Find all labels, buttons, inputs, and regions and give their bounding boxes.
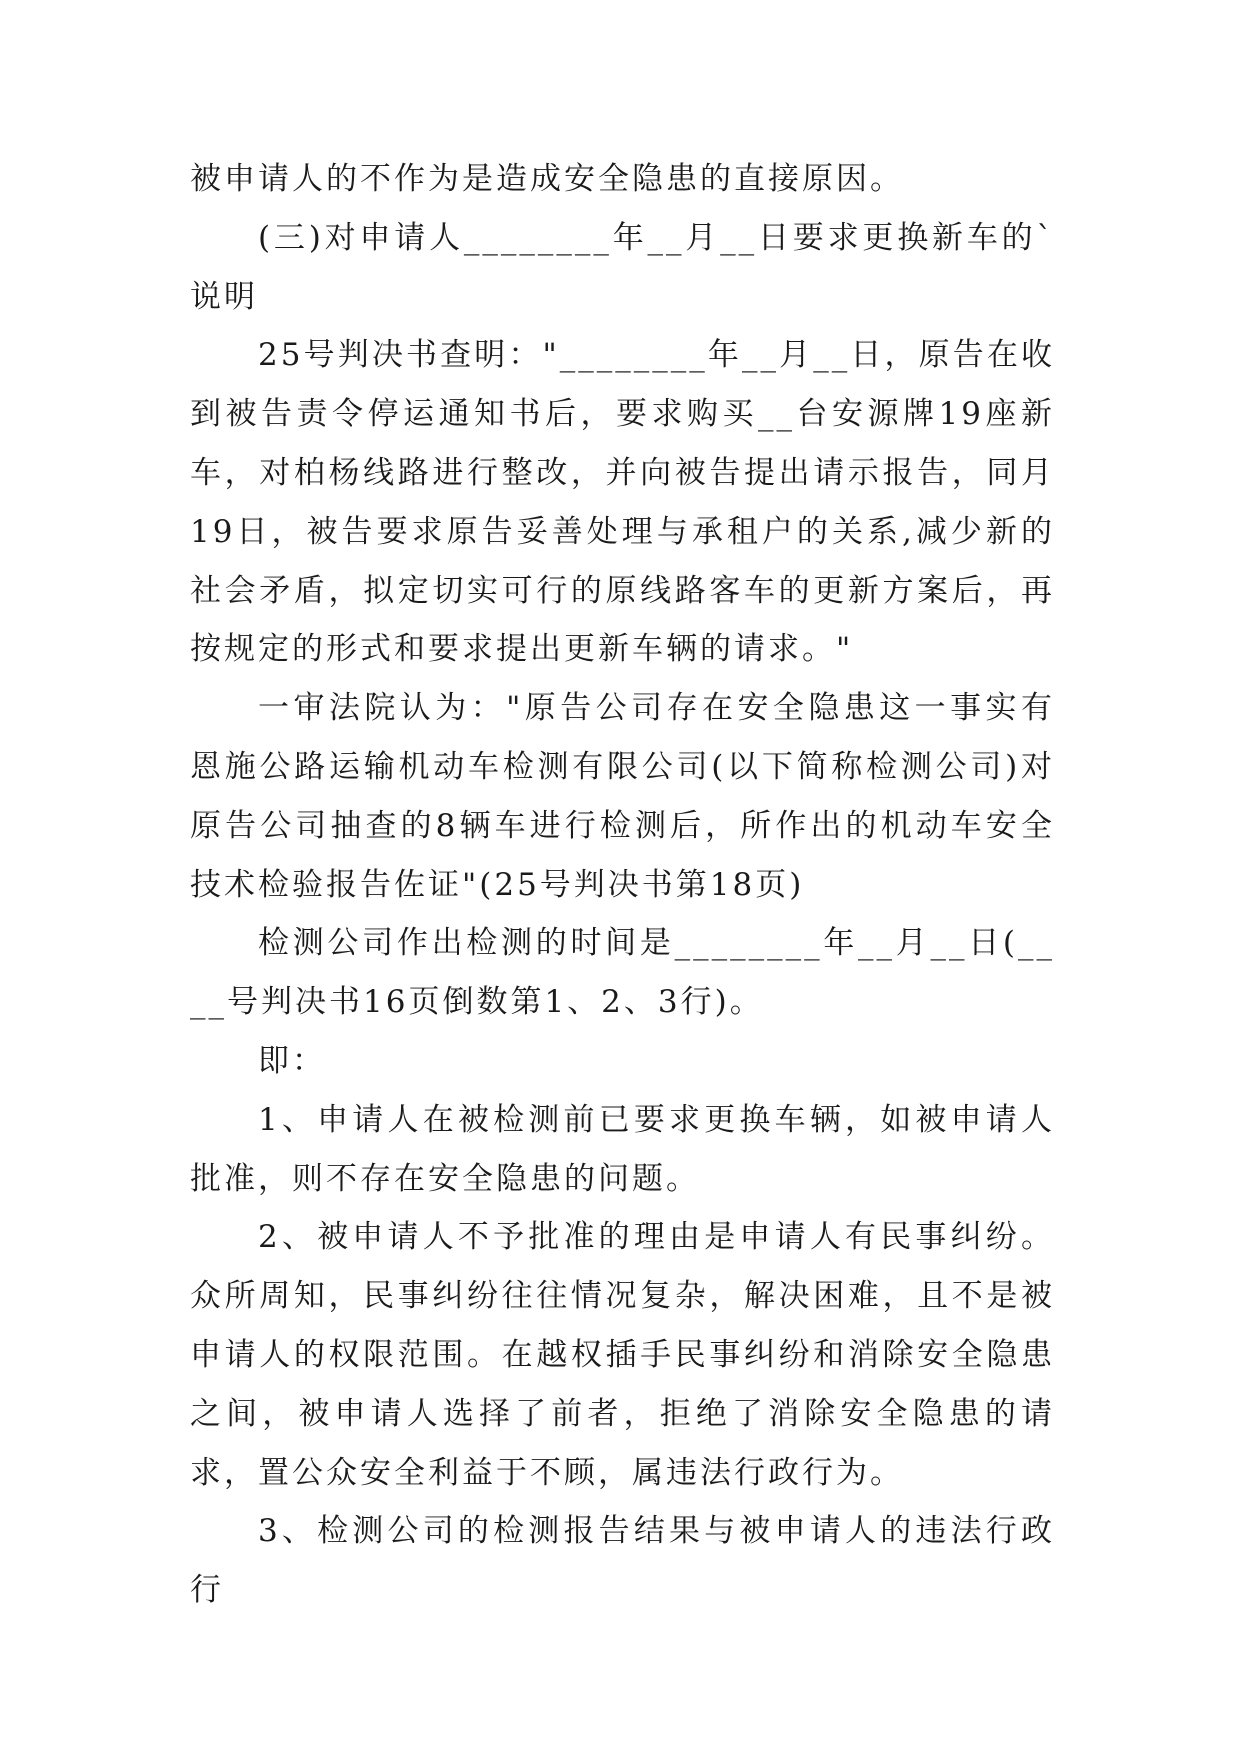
paragraph-conclusion-line: 被申请人的不作为是造成安全隐患的直接原因。 [190, 161, 904, 197]
paragraph-point-three: 3、检测公司的检测报告结果与被申请人的违法行政行 [190, 1513, 1055, 1609]
document-page [190, 150, 1055, 1620]
paragraph-inspection-date: 检测公司作出检测的时间是________年__月__日(____号判决书16页倒数第1、2、3行)。 [190, 925, 1055, 1021]
paragraph-point-one: 1、申请人在被检测前已要求更换车辆，如被申请人批准，则不存在安全隐患的问题。 [190, 1101, 1055, 1197]
paragraph-section-three-heading: (三)对申请人________年__月__日要求更换新车的`说明 [190, 219, 1055, 315]
paragraph-point-two: 2、被申请人不予批准的理由是申请人有民事纠纷。众所周知，民事纠纷往往情况复杂，解决困难，且不是被申请人的权限范围。在越权插手民事纠纷和消除安全隐患之间，被申请人选择了前者，拒绝了消除安全隐患的请求，置公众安全利益于不顾，属违法行政行为。 [190, 1219, 1055, 1491]
paragraph-judgment-findings: 25号判决书查明："________年__月__日，原告在收到被告责令停运通知书后，要求购买__台安源牌19座新车，对柏杨线路进行整改，并向被告提出请示报告，同月19日，被告要求原告妥善处理与承租户的关系,减少新的社会矛盾，拟定切实可行的原线路客车的更新方案后，再按规定的形式和要求提出更新车辆的请求。" [190, 337, 1055, 668]
paragraph-first-instance-opinion: 一审法院认为："原告公司存在安全隐患这一事实有恩施公路运输机动车检测有限公司(以下简称检测公司)对原告公司抽查的8辆车进行检测后，所作出的机动车安全技术检验报告佐证"(25号判决书第18页) [190, 690, 1055, 903]
paragraph-namely: 即： [258, 1042, 326, 1079]
